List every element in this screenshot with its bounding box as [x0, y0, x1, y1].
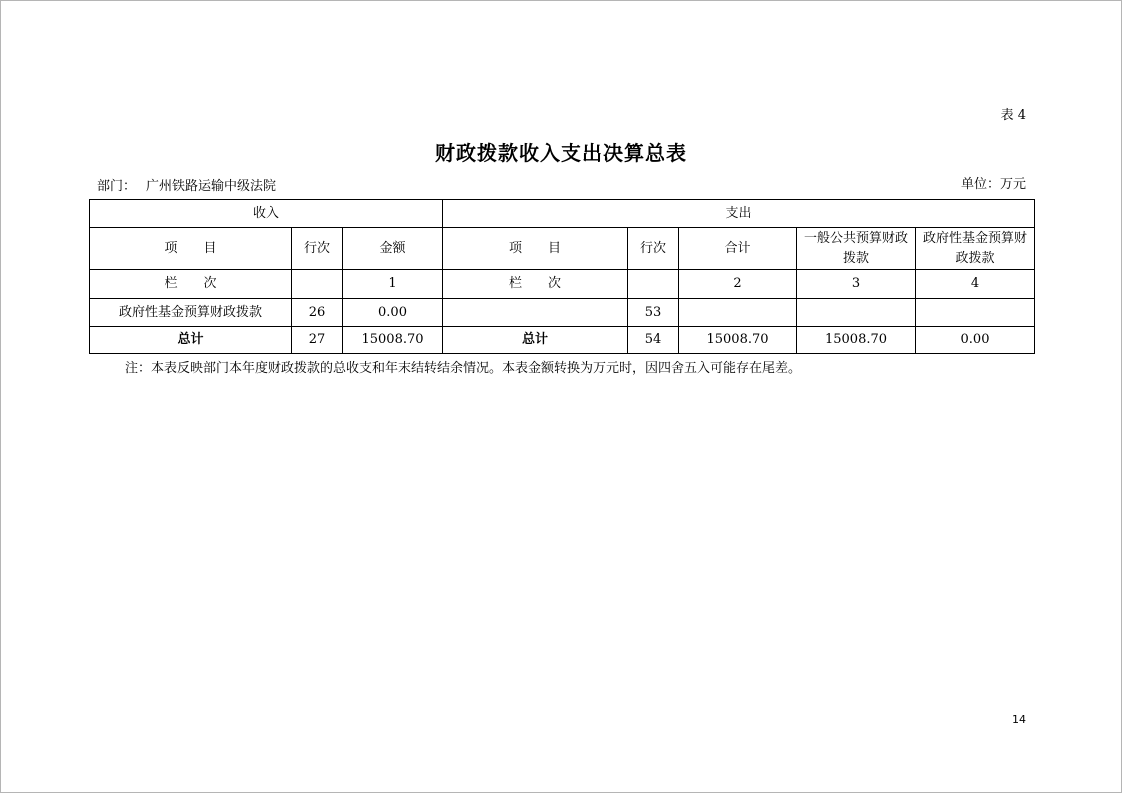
appropriation-summary-table [89, 199, 1035, 354]
income-amount-cell: 0.00 [343, 299, 443, 327]
fund-budget-cell [916, 299, 1035, 327]
general-budget-cell [797, 299, 916, 327]
expense-total-label: 总计 [443, 327, 628, 354]
department-label: 部门： [97, 179, 137, 194]
fund-budget-header: 政府性基金预算财政拨款 [916, 228, 1035, 270]
table-note: 注：本表反映部门本年度财政拨款的总收支和年末结转结余情况。本表金额转换为万元时，因四舍五入可能存在尾差。 [125, 361, 802, 376]
expense-item-header: 项 目 [443, 228, 628, 270]
income-index-amount: 1 [343, 270, 443, 299]
page-number: 14 [1012, 713, 1026, 726]
general-budget-header: 一般公共预算财政拨款 [797, 228, 916, 270]
expense-index-label: 栏 次 [443, 270, 628, 299]
section-header-row [90, 200, 1035, 228]
expense-total-header: 合计 [679, 228, 797, 270]
expense-item-cell [443, 299, 628, 327]
income-line-cell: 26 [292, 299, 343, 327]
expense-total-line: 54 [628, 327, 679, 354]
income-index-line [292, 270, 343, 299]
department-name: 广州铁路运输中级法院 [146, 179, 277, 194]
expense-index-general: 3 [797, 270, 916, 299]
department-line [97, 175, 276, 194]
column-index-row [90, 270, 1035, 299]
income-total-line: 27 [292, 327, 343, 354]
general-budget-total: 15008.70 [797, 327, 916, 354]
income-total-amount: 15008.70 [343, 327, 443, 354]
column-header-row [90, 228, 1035, 270]
table-row [90, 299, 1035, 327]
table-number: 表 4 [1000, 108, 1026, 123]
page-title: 财政拨款收入支出决算总表 [435, 141, 687, 165]
income-total-label: 总计 [90, 327, 292, 354]
total-row [90, 327, 1035, 354]
expense-line-header: 行次 [628, 228, 679, 270]
expense-line-cell: 53 [628, 299, 679, 327]
expense-total-amount: 15008.70 [679, 327, 797, 354]
expense-index-line [628, 270, 679, 299]
income-item-cell: 政府性基金预算财政拨款 [90, 299, 292, 327]
fund-budget-total: 0.00 [916, 327, 1035, 354]
income-header: 收入 [90, 200, 443, 228]
expense-header: 支出 [443, 200, 1035, 228]
income-amount-header: 金额 [343, 228, 443, 270]
income-index-label: 栏 次 [90, 270, 292, 299]
unit-label: 单位：万元 [960, 177, 1026, 192]
expense-index-fund: 4 [916, 270, 1035, 299]
income-item-header: 项 目 [90, 228, 292, 270]
expense-total-cell [679, 299, 797, 327]
income-line-header: 行次 [292, 228, 343, 270]
expense-index-total: 2 [679, 270, 797, 299]
